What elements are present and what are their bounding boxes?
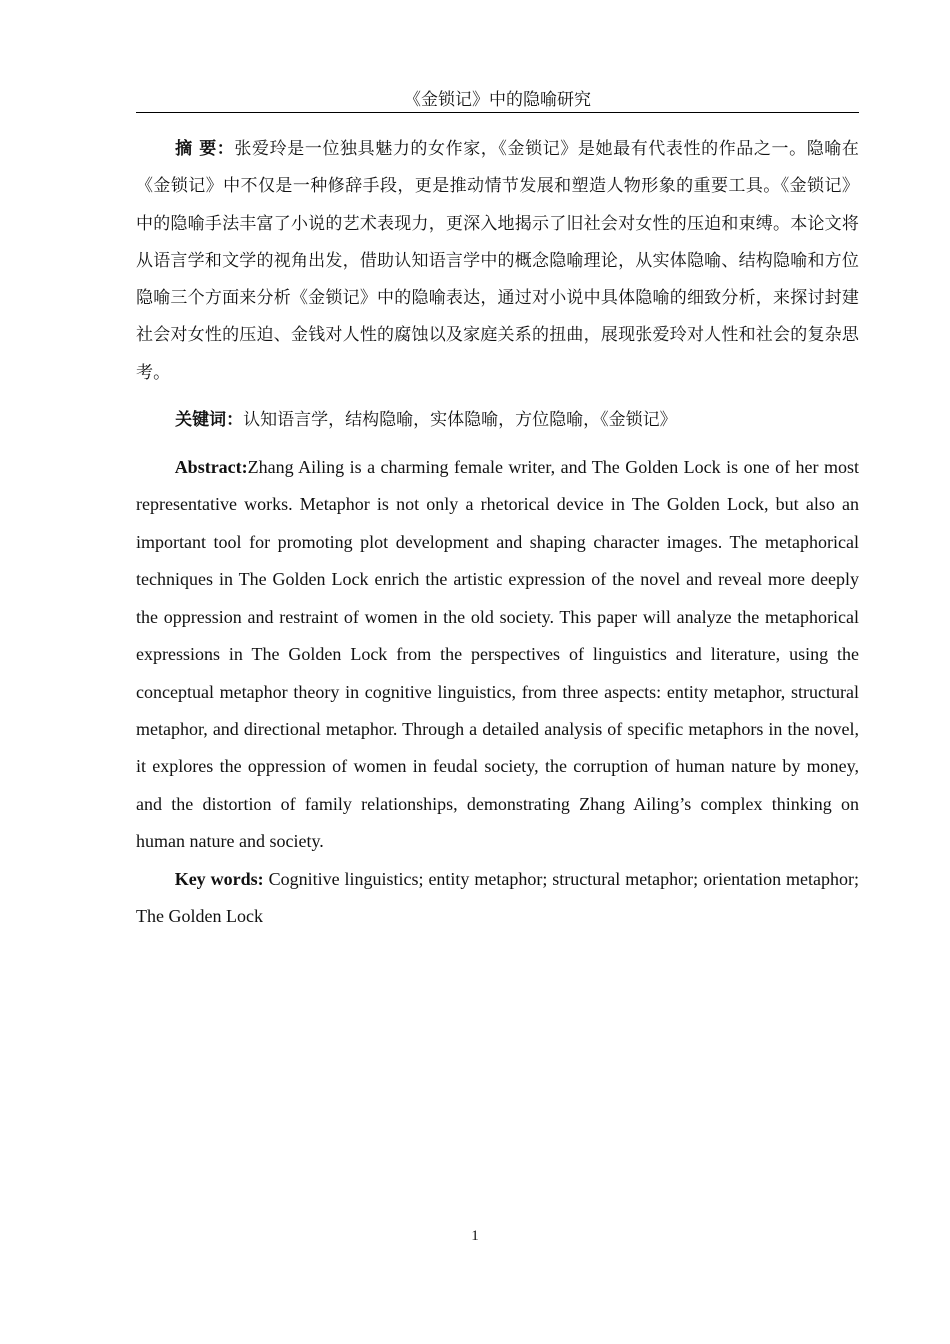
chinese-abstract-text: 张爱玲是一位独具魅力的女作家，《金锁记》是她最有代表性的作品之一。隐喻在《金锁记》中不仅是一种修辞手段，更是推动情节发展和塑造人物形象的重要工具。《金锁记》中的隐喻手法丰富了小说的艺术表现力，更深入地揭示了旧社会对女性的压迫和束缚。本论文将从语言学和文学的视角出发，借助认知语言学中的概念隐喻理论，从实体隐喻、结构隐喻和方位隐喻三个方面来分析《金锁记》中的隐喻表达，通过对小说中具体隐喻的细致分析，来探讨封建社会对女性的压迫、金钱对人性的腐蚀以及家庭关系的扭曲，展现张爱玲对人性和社会的复杂思考。 [136,139,859,383]
english-keywords [136,861,859,935]
chinese-keywords [136,402,859,439]
chinese-keywords-text: 认知语言学，结构隐喻，实体隐喻，方位隐喻，《金锁记》 [243,410,677,431]
english-abstract-label: Abstract: [174,457,248,478]
chinese-keywords-label: 关键词： [175,410,244,431]
chinese-abstract [136,131,859,392]
running-header [136,88,859,113]
english-keywords-text: Cognitive linguistics; entity metaphor; structural metaphor; orientation metaphor; The Golden Lock [136,868,859,926]
document-body [136,131,859,935]
header-title: 《金锁记》中的隐喻研究 [404,90,591,110]
english-abstract [136,449,859,860]
english-keywords-label: Key words: [174,868,264,889]
page-number: 1 [471,1228,479,1244]
chinese-abstract-label: 摘 要： [175,139,235,159]
english-abstract-text: Zhang Ailing is a charming female writer, and The Golden Lock is one of her most representative works. Metaphor is not only a rhetorical device in The Golden Lock, but also an important tool for promoting plot development and shaping character images. The metaphorical techniques in The Golden Lock enrich the artistic expression of the novel and reveal more deeply the oppression and restraint of women in the old society. This paper will analyze the metaphorical expressions in The Golden Lock from the perspectives of linguistics and literature, using the conceptual metaphor theory in cognitive linguistics, from three aspects: entity metaphor, structural metaphor, and directional metaphor. Through a detailed analysis of specific metaphors in the novel, it explores the oppression of women in feudal society, the corruption of human nature by money, and the distortion of family relationships, demonstrating Zhang Ailing’s complex thinking on human nature and society. [136,457,859,852]
